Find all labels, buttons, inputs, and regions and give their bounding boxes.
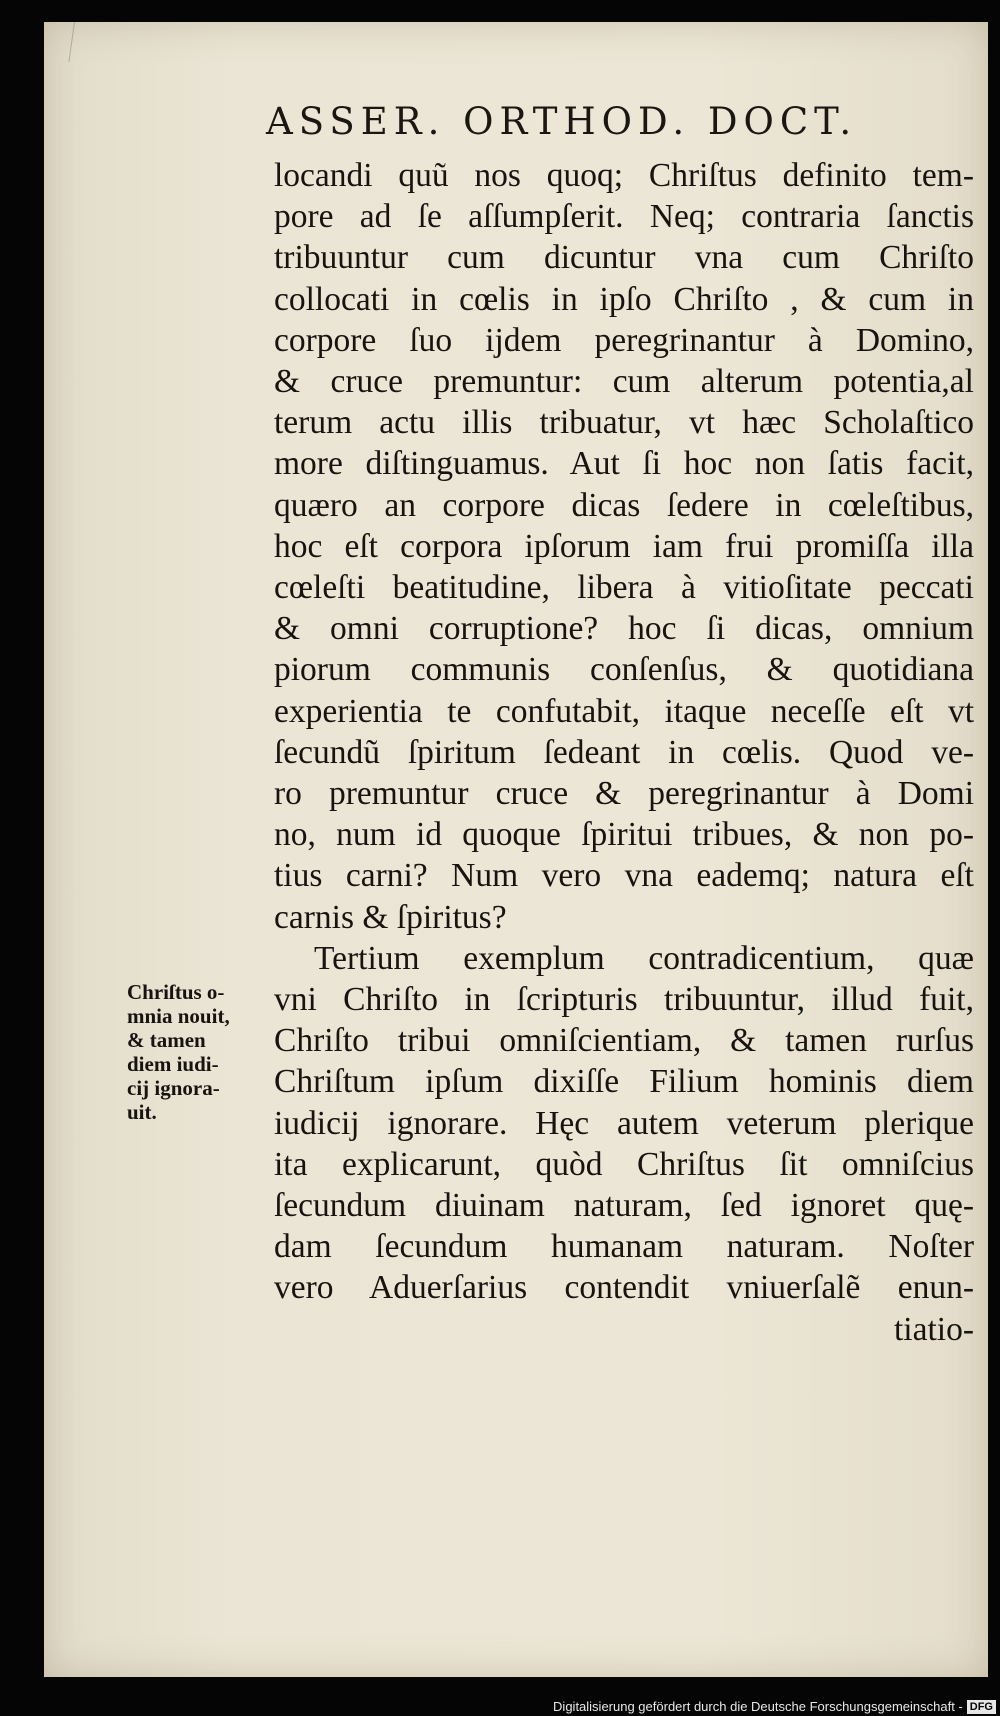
text-line: corpore ſuo ijdem peregrinantur à Domino, <box>274 321 974 359</box>
text-line: collocati in cœlis in ipſo Chriſto , & cum in <box>274 280 974 318</box>
text-line: piorum communis conſenſus, & quotidiana <box>274 651 974 689</box>
text-line: ſecundũ ſpiritum ſedeant in cœlis. Quod ve- <box>274 733 974 771</box>
text-line: tius carni? Num vero vna eademq; natura eſt <box>274 857 974 895</box>
page-corner-fold <box>38 22 75 62</box>
body-text <box>274 155 974 1350</box>
text-line: & cruce premuntur: cum alterum potentia,al <box>274 363 974 401</box>
text-line: ro premuntur cruce & peregrinantur à Domi <box>274 775 974 813</box>
footer-text: Digitalisierung gefördert durch die Deutsche Forschungsgemeinschaft - <box>553 1699 963 1714</box>
text-line: locandi quũ nos quoq; Chriſtus definito tem- <box>274 157 974 194</box>
text-line: ita explicarunt, quòd Chriſtus ſit omniſcius <box>274 1145 974 1183</box>
marginal-note-line: uit. <box>127 1100 157 1124</box>
text-line: carnis & ſpiritus? <box>274 898 507 936</box>
dfg-logo: DFG <box>967 1700 996 1714</box>
text-line: vero Aduerſarius contendit vniuerſalẽ enun- <box>274 1269 974 1307</box>
text-line: terum actu illis tribuatur, vt hæc Scholaſtico <box>274 404 974 442</box>
marginal-note-line: diem iudi- <box>127 1052 219 1076</box>
text-line: iudicij ignorare. Hęc autem veterum plerique <box>274 1104 974 1142</box>
digitization-footer <box>553 1699 996 1714</box>
text-line: experientia te confutabit, itaque neceſſe eſt vt <box>274 692 974 730</box>
text-line: more diſtinguamus. Aut ſi hoc non ſatis facit, <box>274 445 974 483</box>
marginal-note-line: Chriſtus o- <box>127 980 225 1004</box>
text-line: ſecundum diuinam naturam, ſed ignoret quę- <box>274 1187 974 1225</box>
text-line: quæro an corpore dicas ſedere in cœleſtibus, <box>274 486 974 524</box>
text-line: pore ad ſe aſſumpſerit. Neq; contraria ſanctis <box>274 198 974 236</box>
paragraph-start-line: Tertium exemplum contradicentium, quæ <box>314 939 974 977</box>
text-line: tribuuntur cum dicuntur vna cum Chriſto <box>274 239 974 277</box>
text-line: & omni corruptione? hoc ſi dicas, omnium <box>274 610 974 648</box>
marginal-note-line: mnia nouit, <box>127 1004 230 1028</box>
text-line: hoc eſt corpora ipſorum iam frui promiſſa illa <box>274 527 974 565</box>
marginal-note <box>127 980 267 1124</box>
text-line: vni Chriſto in ſcripturis tribuuntur, illud fuit, <box>274 981 974 1019</box>
catchword: tiatio- <box>893 1310 974 1348</box>
marginal-note-line: & tamen <box>127 1028 206 1052</box>
text-line: cœleſti beatitudine, libera à vitioſitate peccati <box>274 569 974 607</box>
text-line: dam ſecundum humanam naturam. Noſter <box>274 1228 974 1266</box>
text-line: Chriſto tribui omniſcientiam, & tamen rurſus <box>274 1022 974 1060</box>
running-head: ASSER. ORTHOD. DOCT. <box>266 100 858 143</box>
text-line: Chriſtum ipſum dixiſſe Filium hominis diem <box>274 1063 974 1101</box>
text-line: no, num id quoque ſpiritui tribues, & non po- <box>274 816 974 854</box>
marginal-note-line: cij ignora- <box>127 1076 220 1100</box>
